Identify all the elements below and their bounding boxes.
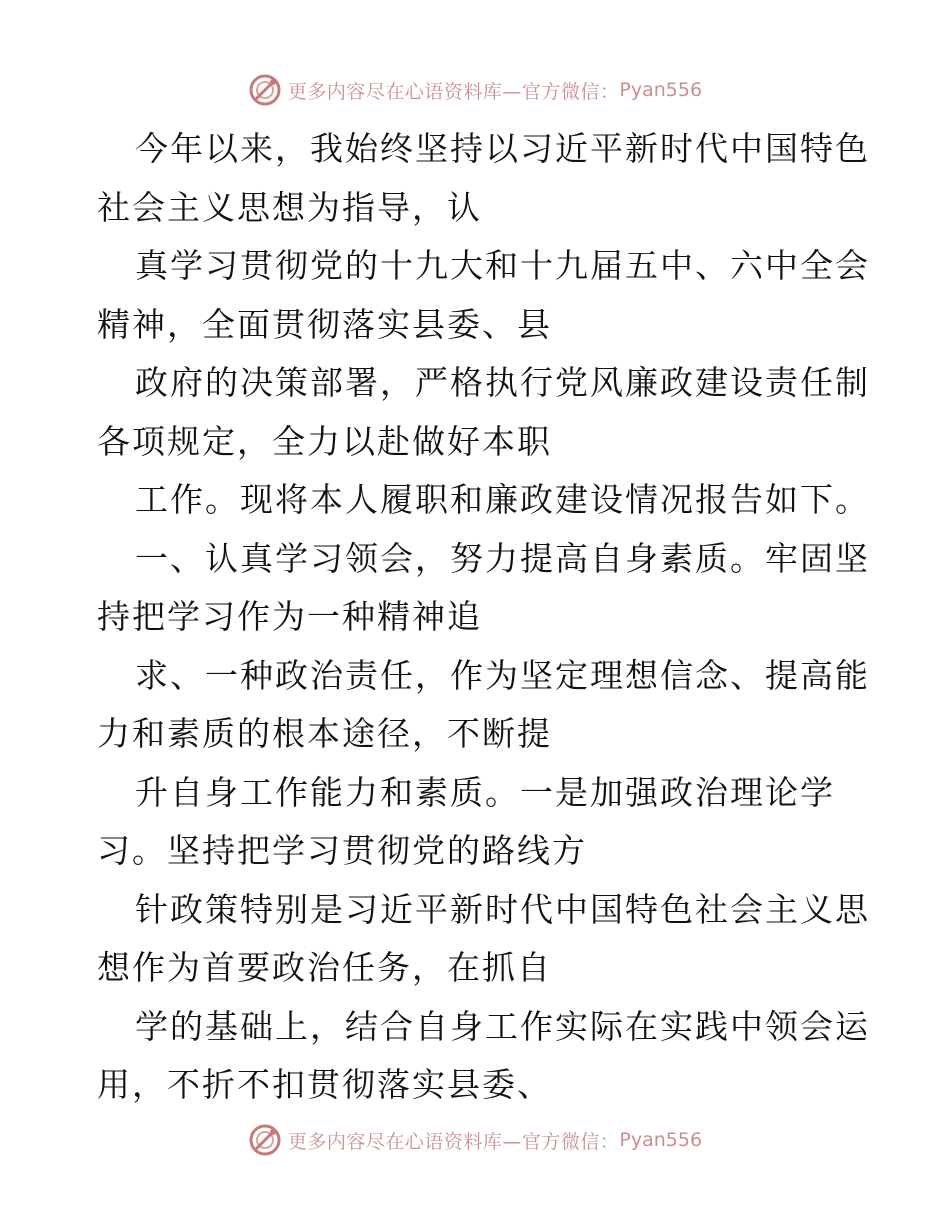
text-line: 政府的决策部署，严格执行党风廉政建设责任制 [135,363,870,402]
header-watermark [0,70,950,110]
text-line: 今年以来，我始终坚持以习近平新时代中国特色 [135,129,870,168]
text-line: 社会主义思想为指导，认 [97,187,482,227]
text-line: 精神，全面贯彻落实县委、县 [97,304,552,344]
text-line: 工作。现将本人履职和廉政建设情况报告如下。 [135,480,870,519]
text-line: 持把学习作为一种精神追 [97,597,482,636]
watermark-text: 更多内容尽在心语资料库—官方微信： [287,1130,620,1153]
watermark-wechat-id: Pyan556 [619,1129,703,1151]
document-body [97,120,870,1115]
text-line: 一、认真学习领会，努力提高自身素质。牢固坚 [135,538,870,578]
watermark-text: 更多内容尽在心语资料库—官方微信： [287,80,620,103]
seal-logo-icon [248,1123,282,1157]
text-line: 学的基础上，结合自身工作实际在实践中领会运 [135,1006,870,1046]
text-line: 真学习贯彻党的十九大和十九届五中、六中全会 [135,246,870,285]
text-line: 想作为首要政治任务，在抓自 [97,948,552,987]
text-line: 习。坚持把学习贯彻党的路线方 [97,831,587,870]
text-line: 各项规定，全力以赴做好本职 [97,421,552,461]
text-line: 针政策特别是习近平新时代中国特色社会主义思 [135,889,870,929]
seal-logo-icon [248,73,282,107]
text-line: 用，不折不扣贯彻落实县委、 [97,1065,552,1104]
footer-watermark [0,1120,950,1160]
text-line: 力和素质的根本途径，不断提 [97,714,552,753]
text-line: 升自身工作能力和素质。一是加强政治理论学 [135,772,835,812]
watermark-wechat-id: Pyan556 [619,79,703,101]
text-line: 求、一种政治责任，作为坚定理想信念、提高能 [135,655,870,695]
